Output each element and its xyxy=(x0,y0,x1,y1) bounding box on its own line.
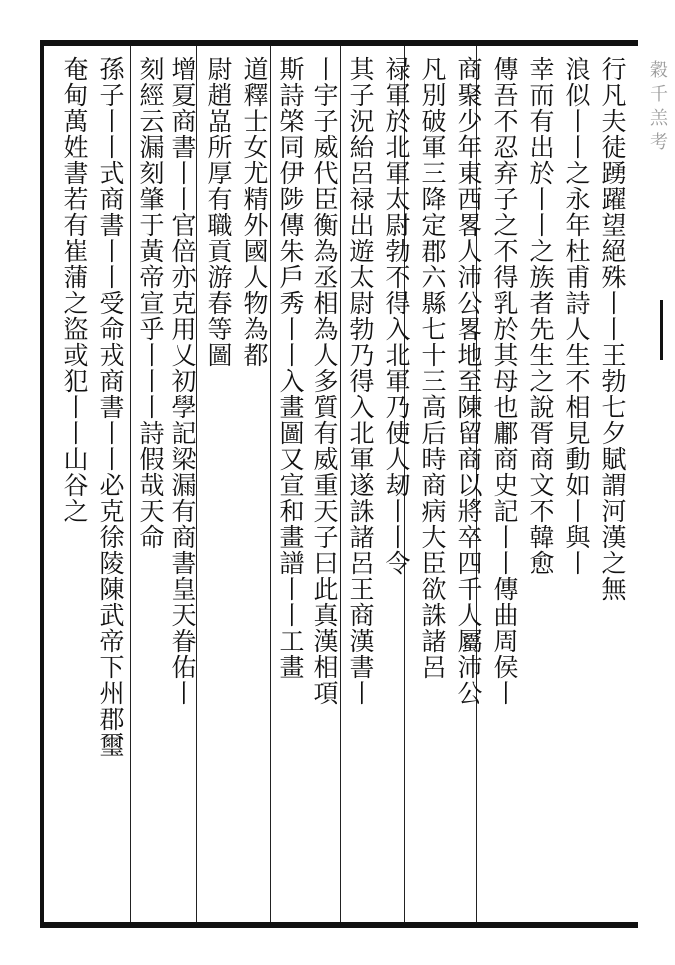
text-column: 刻經云漏刻肇于黃帝宣乎丨丨丨詩假哉天命 xyxy=(136,56,165,550)
text-column: 幸而有出於丨丨之族者先生之說胥商文不韓愈 xyxy=(526,56,555,576)
text-column: 斯詩棨同伊陟傳朱戶秀丨丨入畫圖又宣和畫譜丨丨工畫 xyxy=(276,56,305,680)
text-column: 浪似丨丨之永年杜甫詩人生不相見動如丨與丨 xyxy=(562,56,591,576)
text-column: 增夏商書丨丨官倍亦克用乂初學記梁漏有商書皇天眷佑丨 xyxy=(168,56,197,706)
text-column: 丨宇子威代臣衡為丞相為人多質有威重天子曰此真漢相項 xyxy=(310,56,339,706)
text-column: 行凡夫徒踴躍望絕殊丨丨王勃七夕賦謂河漢之無 xyxy=(598,56,627,602)
text-column: 傳吾不忍弃子之不得乳於其母也鄘商史記丨丨傳曲周侯丨 xyxy=(490,56,519,706)
edge-text: 穀千羔考 xyxy=(647,60,668,156)
text-column: 凡別破軍三降定郡六縣七十三高后時商病大臣欲誅諸呂 xyxy=(418,56,447,680)
fold-mark xyxy=(640,300,663,360)
text-column: 尉趙嵓所厚有職貢游春等圖 xyxy=(204,56,233,368)
text-column: 商聚少年東西畧人沛公畧地至陳留商以將卒四千人屬沛公 xyxy=(454,56,483,706)
text-column: 道釋士女尤精外國人物為都 xyxy=(240,56,269,368)
text-column: 奄甸萬姓書若有崔蒲之盜或犯丨丨山谷之 xyxy=(60,56,89,524)
column-rule xyxy=(130,46,131,922)
text-column: 禄軍於北軍太尉勃不得入北軍乃使人刼丨丨令 xyxy=(382,56,411,576)
text-column: 其子況紿呂禄出遊太尉勃乃得入北軍遂誅諸呂王商漢書丨 xyxy=(346,56,375,706)
text-column: 孫子丨丨式商書丨丨受命戎商書丨丨必克徐陵陳武帝下州郡璽 xyxy=(96,56,125,758)
